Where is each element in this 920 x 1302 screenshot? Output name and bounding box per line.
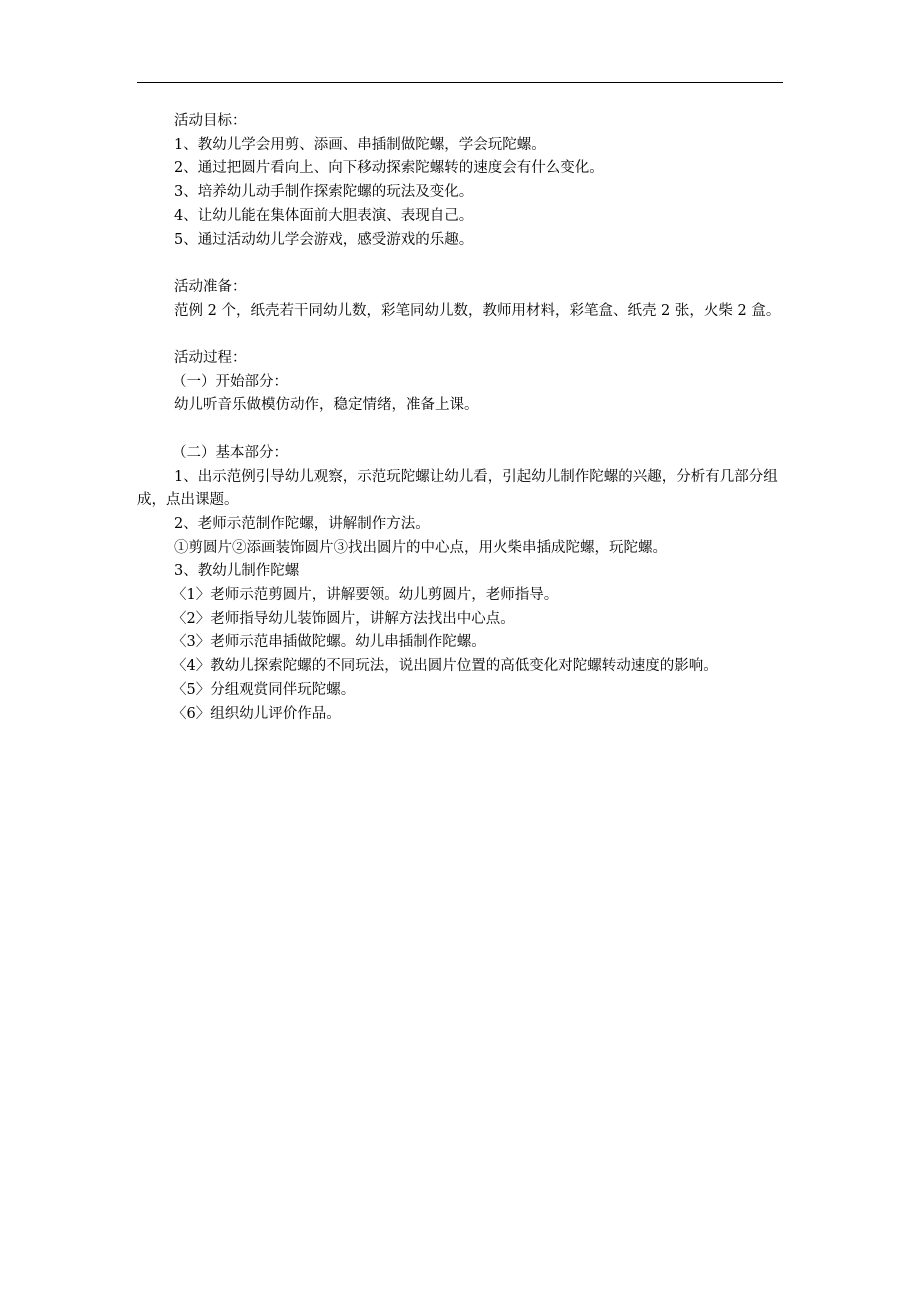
sub-item: 〈6〉组织幼儿评价作品。 [172,705,341,722]
goal-item: 3、培养幼儿动手制作探索陀螺的玩法及变化。 [174,184,474,201]
sub-item: 〈2〉老师指导幼儿装饰圆片，讲解方法找出中心点。 [172,610,515,627]
process-heading: 活动过程： [174,350,247,366]
part2-title: （二）基本部分： [172,444,288,461]
part2-item: 2、老师示范制作陀螺，讲解制作方法。 [174,515,430,532]
goal-item: 5、通过活动幼儿学会游戏，感受游戏的乐趣。 [174,231,474,248]
goals-heading: 活动目标： [174,113,247,129]
part1-title: （一）开始部分： [172,373,288,390]
sub-item: 〈3〉老师示范串插做陀螺。幼儿串插制作陀螺。 [172,634,486,651]
spacer [137,252,785,276]
preparation-text: 范例 2 个，纸壳若干同幼儿数，彩笔同幼儿数，教师用材料，彩笔盒、纸壳 2 张，火柴 2 盒。 [174,302,781,319]
part2-steps: ①剪圆片②添画装饰圆片③找出圆片的中心点，用火柴串插成陀螺，玩陀螺。 [174,539,667,556]
sub-item: 〈5〉分组观赏同伴玩陀螺。 [172,681,356,698]
goal-item: 2、通过把圆片看向上、向下移动探索陀螺转的速度会有什么变化。 [174,160,604,177]
part1-text: 幼儿听音乐做模仿动作，稳定情绪，准备上课。 [174,397,479,414]
sub-item: 〈4〉教幼儿探索陀螺的不同玩法，说出圆片位置的高低变化对陀螺转动速度的影响。 [172,658,718,675]
part2-item: 3、教幼儿制作陀螺 [174,563,300,580]
goal-item: 4、让幼儿能在集体面前大胆表演、表现自己。 [174,207,474,224]
spacer [137,418,785,442]
spacer [137,323,785,347]
preparation-heading: 活动准备： [174,278,247,295]
goal-item: 1、教幼儿学会用剪、添画、串插制做陀螺，学会玩陀螺。 [174,136,546,153]
document-body [137,110,785,726]
sub-item: 〈1〉老师示范剪圆片，讲解要领。幼儿剪圆片，老师指导。 [172,587,559,604]
part2-item: 1、出示范例引导幼儿观察，示范玩陀螺让幼儿看，引起幼儿制作陀螺的兴趣，分析有几部分组成，点出课题。 [137,468,778,509]
header-rule [137,82,783,83]
